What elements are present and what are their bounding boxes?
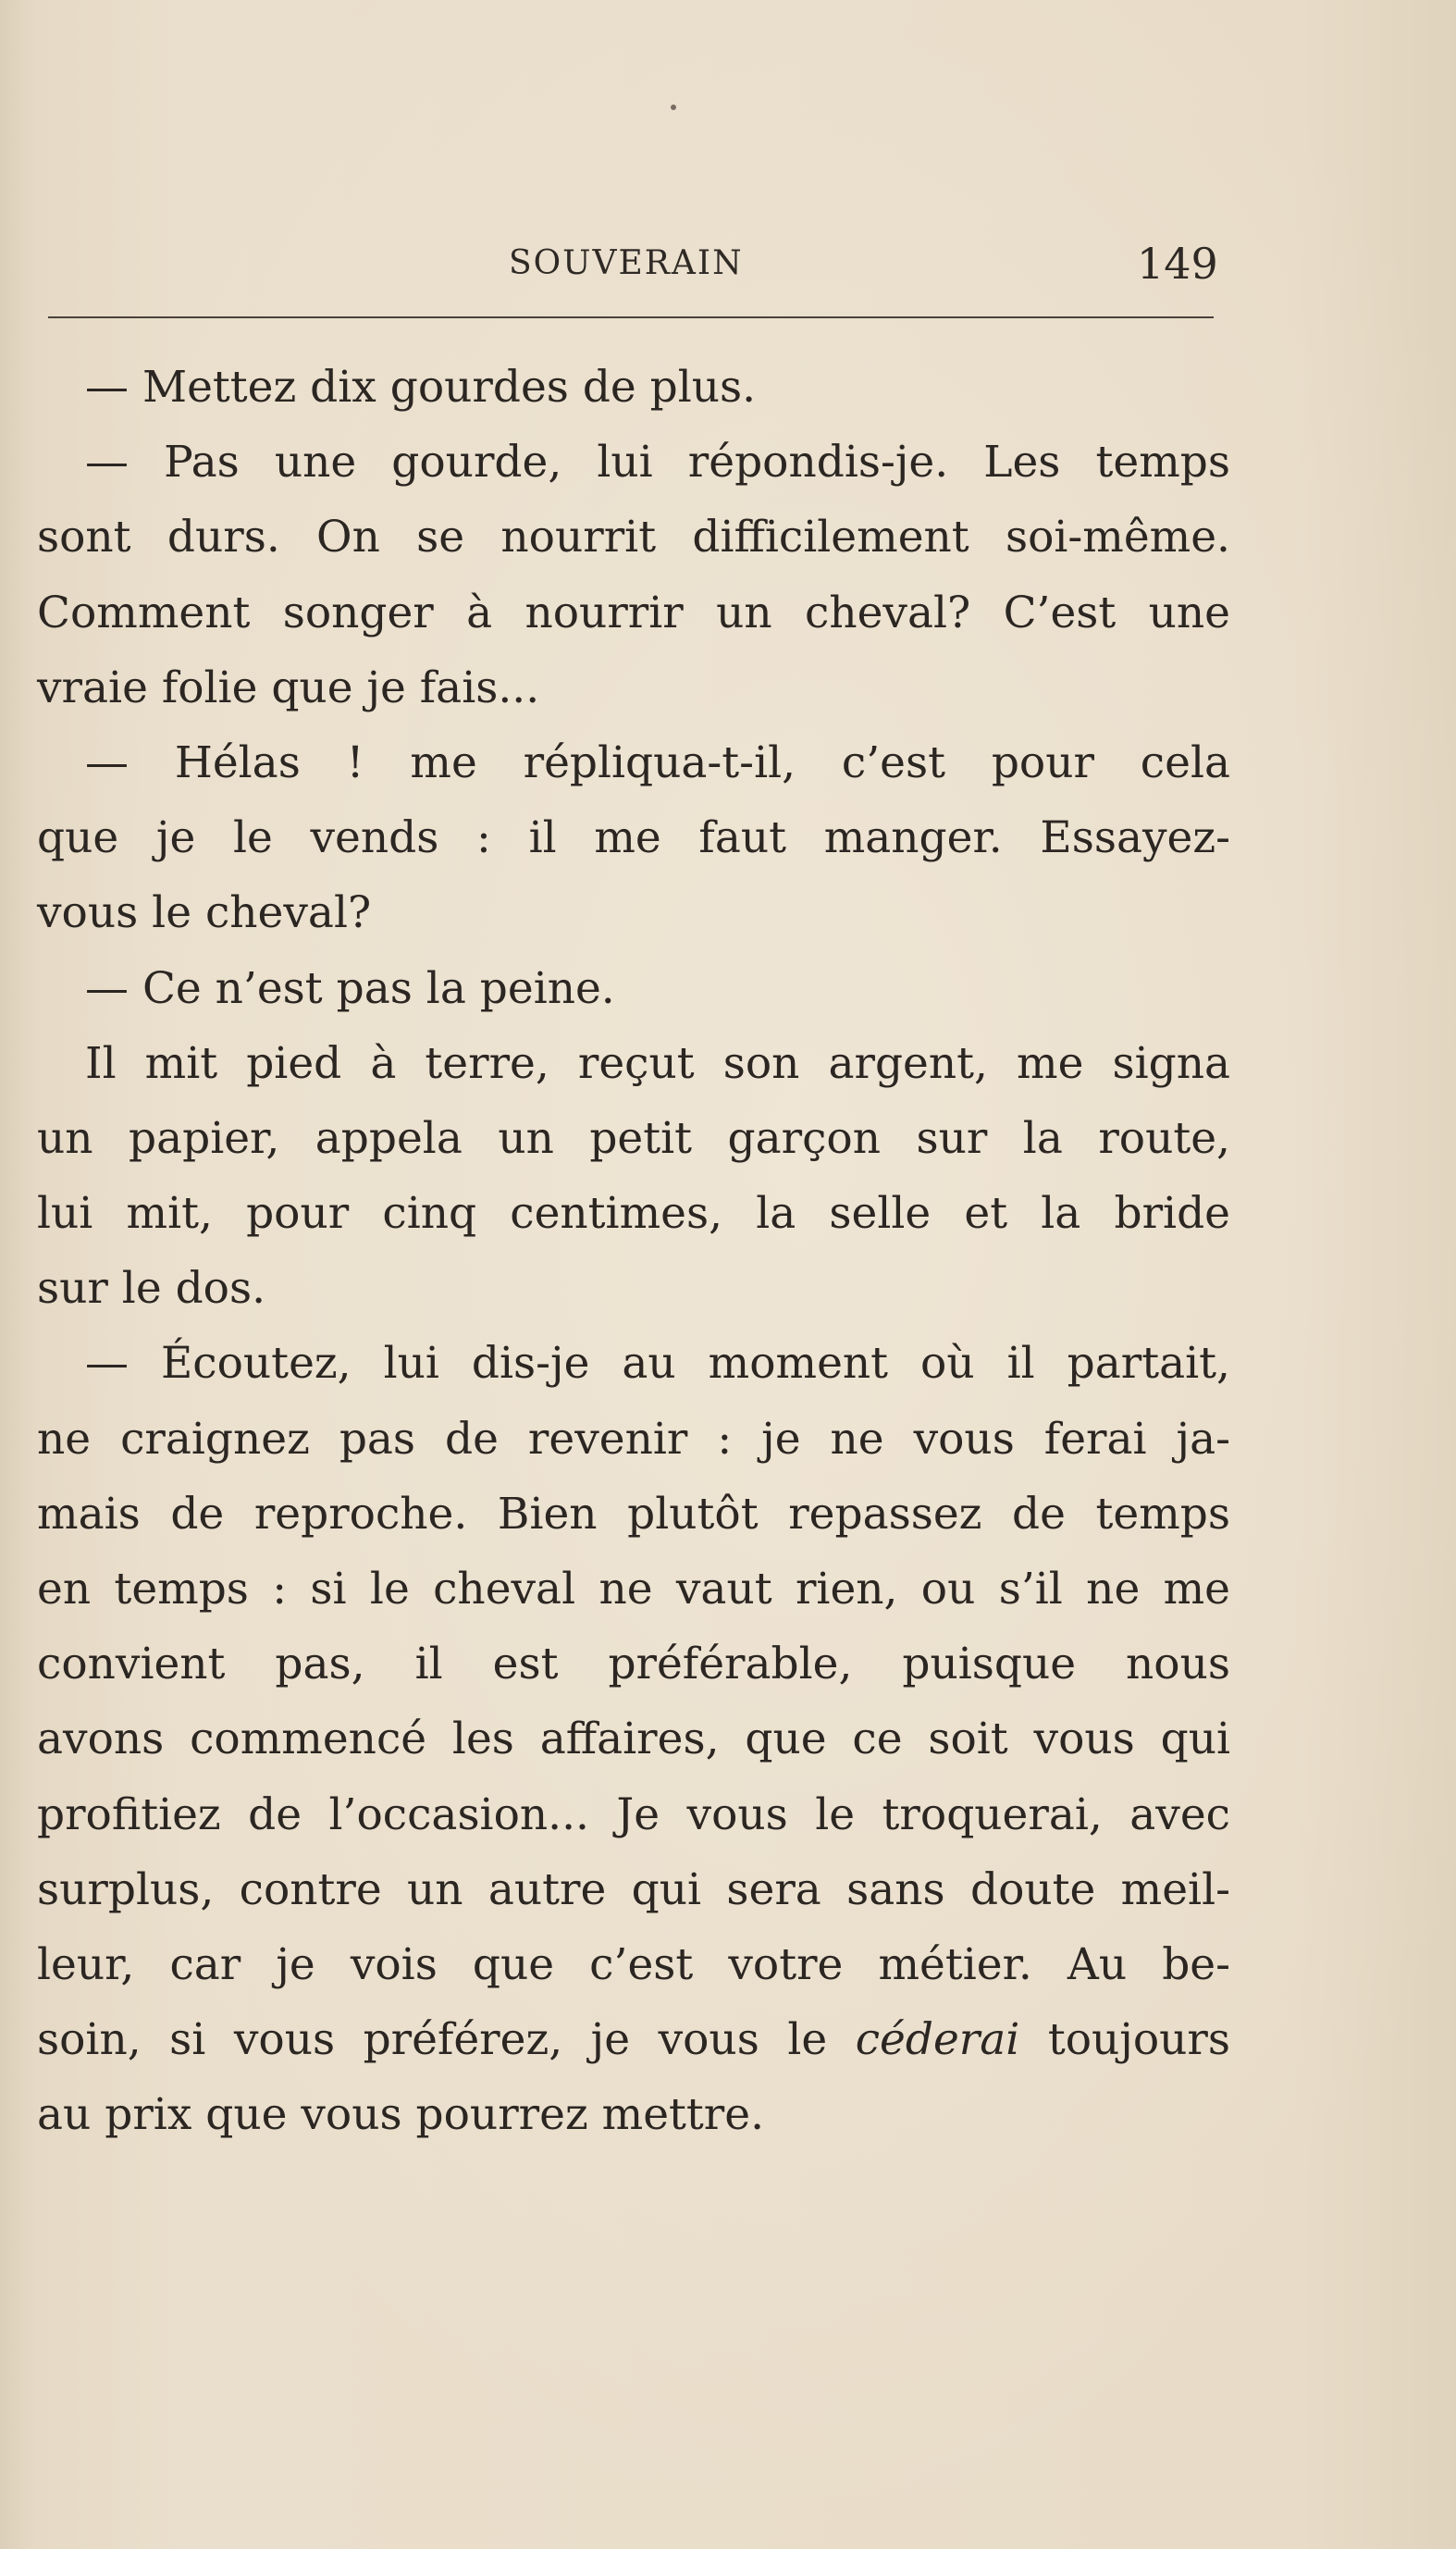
body-text xyxy=(37,350,1230,2153)
text-line: lui mit, pour cinq centimes, la selle et la bride xyxy=(37,1188,1230,1240)
running-header xyxy=(0,239,1456,294)
text-line: avons commencé les affaires, que ce soit vous qui xyxy=(37,1714,1230,1765)
text-line: vous le cheval? xyxy=(37,887,372,939)
running-title: SOUVERAIN xyxy=(509,244,744,282)
italic-word: céderai xyxy=(855,2014,1020,2066)
text-line: convient pas, il est préférable, puisque nous xyxy=(37,1639,1230,1690)
text-line: sont durs. On se nourrit difficilement soi-même. xyxy=(37,512,1230,563)
text-line: vraie folie que je fais... xyxy=(37,662,540,713)
text-line: sur le dos. xyxy=(37,1263,266,1315)
ink-speck xyxy=(671,105,676,110)
text-line: soin, si vous préférez, je vous le céderai toujours xyxy=(37,2014,1230,2066)
text-line: en temps : si le cheval ne vaut rien, ou s’il ne me xyxy=(37,1564,1230,1615)
header-rule xyxy=(48,316,1214,318)
text-line: que je le vends : il me faut manger. Essayez- xyxy=(37,812,1230,864)
text-line: — Mettez dix gourdes de plus. xyxy=(85,362,757,413)
text-line: profitiez de l’occasion... Je vous le troquerai, avec xyxy=(37,1788,1230,1840)
text-line: surplus, contre un autre qui sera sans doute meil- xyxy=(37,1863,1230,1915)
text-line: — Écoutez, lui dis-je au moment où il partait, xyxy=(85,1338,1230,1390)
text-line: mais de reproche. Bien plutôt repassez de temps xyxy=(37,1488,1230,1540)
text-line: ne craignez pas de revenir : je ne vous ferai ja- xyxy=(37,1413,1230,1465)
text-line: leur, car je vois que c’est votre métier. Au be- xyxy=(37,1938,1230,1990)
text-line: — Ce n’est pas la peine. xyxy=(85,962,615,1014)
text-line: un papier, appela un petit garçon sur la route, xyxy=(37,1112,1230,1164)
text-line: Comment songer à nourrir un cheval? C’est une xyxy=(37,587,1230,638)
text-line: — Pas une gourde, lui répondis-je. Les temps xyxy=(85,437,1230,489)
page-number: 149 xyxy=(1137,239,1218,289)
text-line: — Hélas ! me répliqua-t-il, c’est pour cela xyxy=(85,736,1230,788)
text-line: au prix que vous pourrez mettre. xyxy=(37,2089,765,2141)
text-line: Il mit pied à terre, reçut son argent, me signa xyxy=(85,1037,1230,1089)
